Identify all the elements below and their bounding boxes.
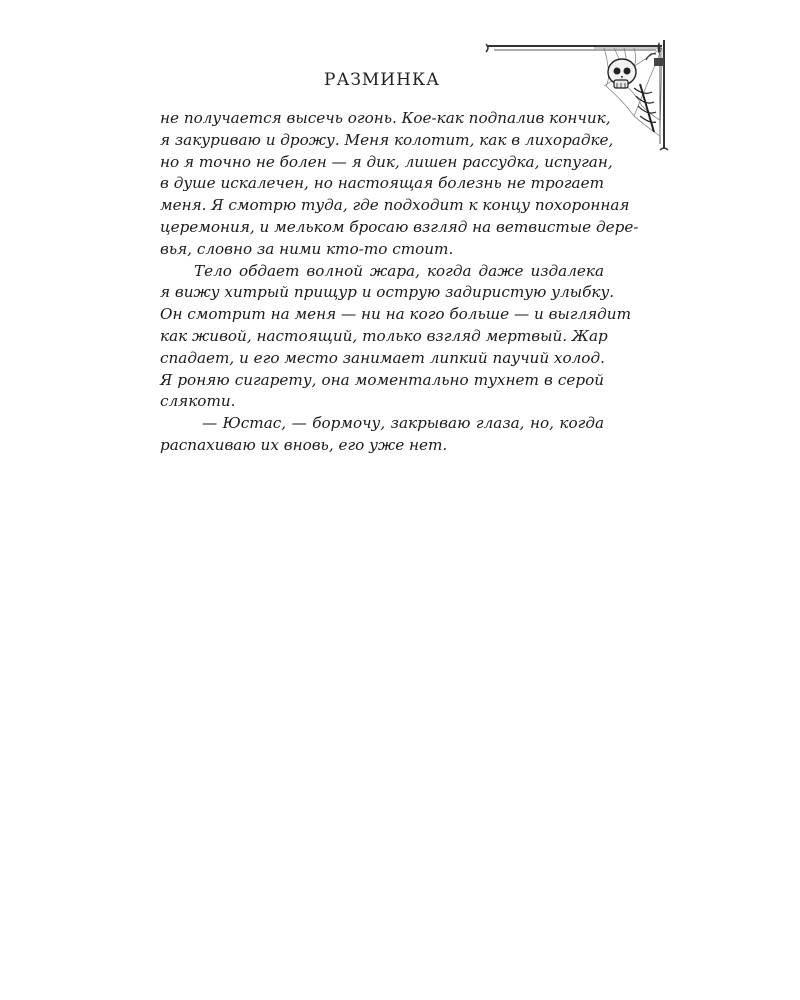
paragraph [160, 413, 604, 457]
text-line: церемония, и мельком бросаю взгляд на ветвистые дере- [160, 217, 639, 236]
text-line: Он смотрит на меня — ни на кого больше — и выглядит [160, 305, 631, 324]
text-line: слякоти. [160, 392, 236, 411]
text-line: распахиваю их вновь, его уже нет. [160, 435, 448, 454]
running-header: РАЗМИНКА [324, 70, 440, 90]
text-line: не получается высечь огонь. Кое-как подпалив кончик, [160, 109, 611, 127]
paragraph [160, 108, 639, 261]
text-line: вья, словно за ними кто-то стоит. [160, 239, 454, 258]
text-line: Тело обдает волной жара, когда даже издалека [194, 261, 604, 280]
text-line: как живой, настоящий, только взгляд мертвый. Жар [160, 326, 608, 345]
text-line: я вижу хитрый прищур и острую задиристую улыбку. [160, 283, 615, 302]
paragraph [160, 261, 631, 414]
text-line: Я роняю сигарету, она моментально тухнет в серой [160, 370, 604, 389]
text-line: в душе искалечен, но настоящая болезнь не трогает [160, 174, 604, 193]
text-line: я закуриваю и дрожу. Меня колотит, как в лихорадке, [160, 130, 614, 149]
body-text [160, 108, 639, 457]
text-line: спадает, и его место занимает липкий паучий холод. [160, 348, 605, 367]
text-line: но я точно не болен — я дик, лишен рассудка, испуган, [160, 152, 613, 171]
text-line: — Юстас, — бормочу, закрываю глаза, но, когда [202, 414, 604, 433]
text-line: меня. Я смотрю туда, где подходит к концу похоронная [160, 196, 630, 215]
